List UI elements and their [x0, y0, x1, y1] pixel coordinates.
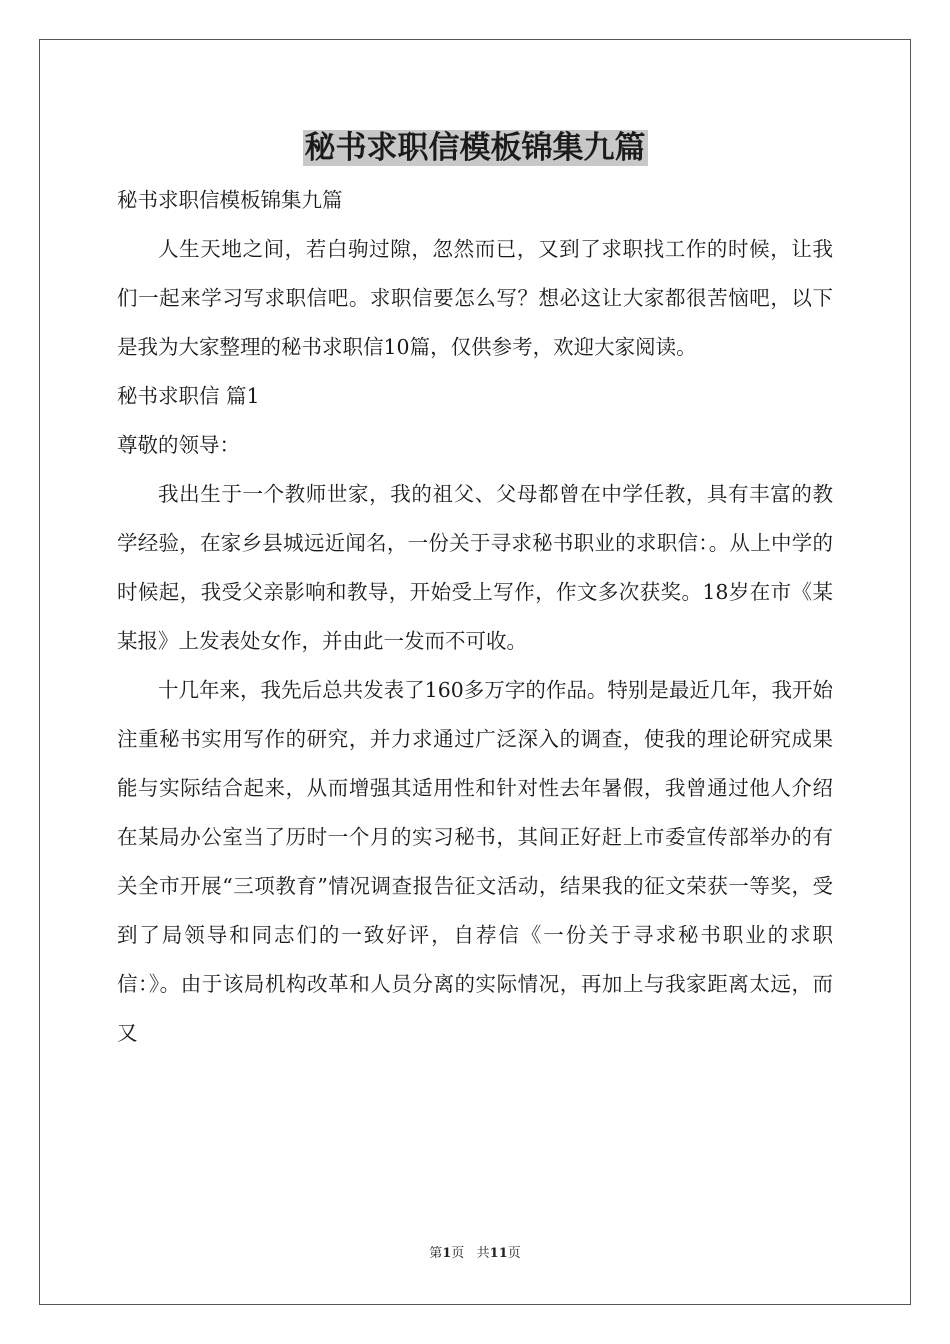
body-paragraph: 我出生于一个教师世家，我的祖父、父母都曾在中学任教，具有丰富的教学经验，在家乡县城远近闻名，一份关于寻求秘书职业的求职信：。从上中学的时候起，我受父亲影响和教导，开始受上写作，作文多次获奖。18岁在市《某某报》上发表处女作，并由此一发而不可收。	[117, 482, 833, 653]
salutation: 尊敬的领导：	[117, 433, 240, 457]
document-subtitle: 秘书求职信模板锦集九篇	[117, 188, 343, 212]
page-prefix: 第	[429, 1246, 443, 1261]
page-footer	[0, 1244, 950, 1264]
document-title-text: 秘书求职信模板锦集九篇	[304, 130, 646, 166]
body-paragraph: 十几年来，我先后总共发表了160多万字的作品。特别是最近几年，我开始注重秘书实用写作的研究，并力求通过广泛深入的调查，使我的理论研究成果能与实际结合起来，从而增强其适用性和针对性去年暑假，我曾通过他人介绍在某局办公室当了历时一个月的实习秘书，其间正好赶上市委宣传部举办的有关全市开展“三项教育”情况调查报告征文活动，结果我的征文荣获一等奖，受到了局领导和同志们的一致好评，自荐信《一份关于寻求秘书职业的求职信：》。由于该局机构改革和人员分离的实际情况，再加上与我家距离太远，而又	[117, 678, 833, 1045]
page-total: 11	[489, 1246, 508, 1261]
intro-paragraph: 人生天地之间，若白驹过隙，忽然而已，又到了求职找工作的时候，让我们一起来学习写求职信吧。求职信要怎么写？想必这让大家都很苦恼吧，以下是我为大家整理的秘书求职信10篇，仅供参考，欢迎大家阅读。	[117, 237, 833, 359]
page-mid: 页 共	[451, 1246, 490, 1261]
document-body	[117, 176, 833, 1058]
page-suffix: 页	[507, 1246, 521, 1261]
page-current: 1	[442, 1246, 452, 1261]
document-title	[0, 124, 950, 172]
section-heading: 秘书求职信 篇1	[117, 384, 260, 408]
